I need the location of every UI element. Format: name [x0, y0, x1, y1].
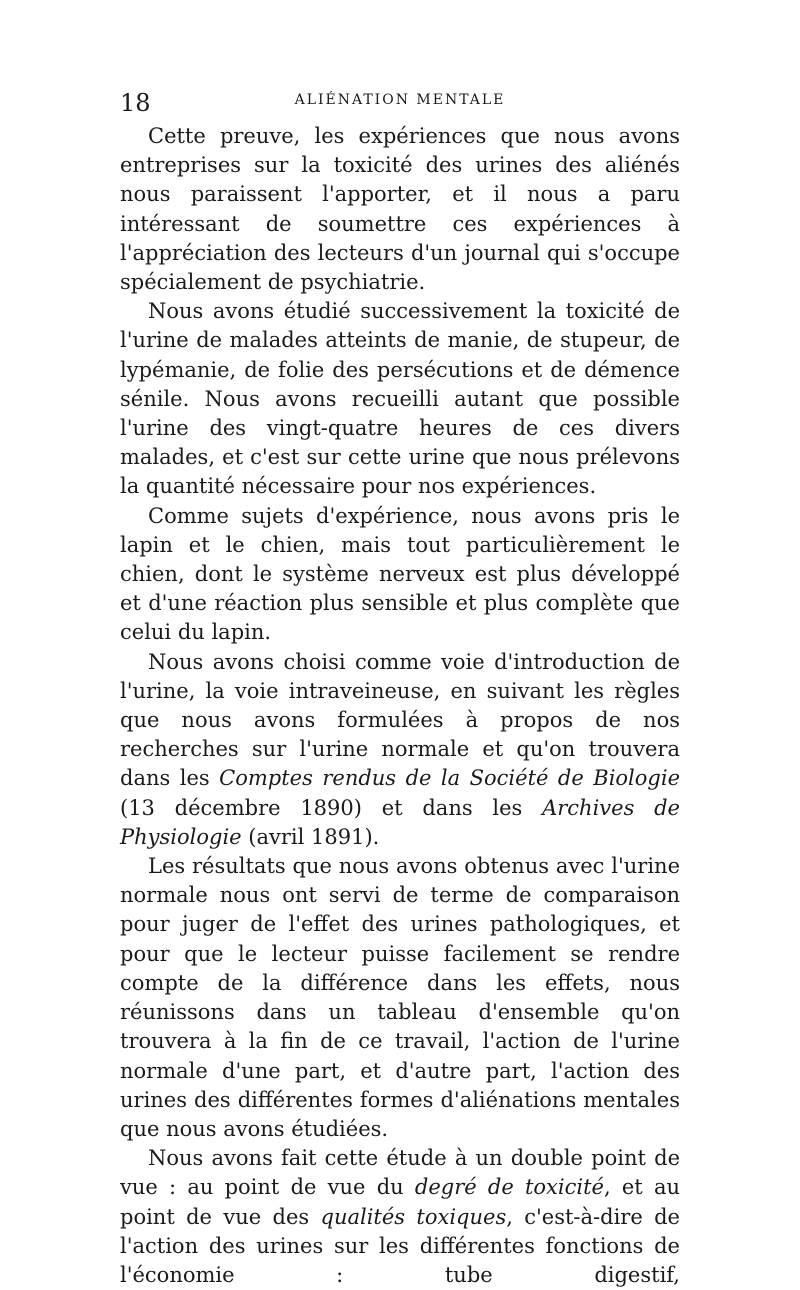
paragraph-4-citation-comptes-rendus: Comptes rendus de la Société de Biologie — [219, 766, 680, 791]
paragraph-6-emphasis-qualites: qualités toxiques — [320, 1204, 507, 1229]
paragraph-4-text-b: (13 décembre 1890) et dans les — [120, 795, 543, 820]
paragraph-6-emphasis-degre: degré de toxicité — [414, 1175, 604, 1200]
paragraph-2: Nous avons étudié successivement la toxicité de l'urine de malades atteints de manie, de stupeur, de lypémanie, de folie des persécutions et de démence sénile. Nous avons recueilli autant que possible l'urine des vingt-quatre heures de ces divers malades, et c'est sur cette urine que nous prélevons la quantité nécessaire pour nos expériences. — [120, 299, 680, 499]
running-head: ALIÉNATION MENTALE — [294, 92, 506, 108]
paragraph-4-text-a: Nous avons choisi comme voie d'introduction de l'urine, la voie intraveineuse, en suivant les règles que nous avons formulées à propos de nos recherches sur l'urine normale et qu'on trouvera dans les — [120, 649, 680, 791]
paragraph-6-text-c: , c'est-à-dire de l'action des urines sur les différentes fonctions de l'économie : tube digestif, — [120, 1204, 680, 1287]
paragraph-6 — [120, 1144, 680, 1290]
body-text — [120, 122, 680, 1290]
page-header — [120, 88, 680, 118]
page-number: 18 — [120, 89, 151, 117]
paragraph-4-citation-archives: Archives de Physiologie — [120, 795, 680, 849]
book-page — [120, 88, 680, 1290]
paragraph-6-text-a: Nous avons fait cette étude à un double point de vue : au point de vue du — [120, 1146, 680, 1200]
paragraph-4-text-c: (avril 1891). — [241, 824, 380, 849]
paragraph-4 — [120, 648, 680, 852]
paragraph-6-text-b: , et au point de vue des — [120, 1175, 680, 1229]
paragraph-3: Comme sujets d'expérience, nous avons pris le lapin et le chien, mais tout particulièrement le chien, dont le système nerveux est plus développé et d'une réaction plus sensible et plus complète que celui du lapin. — [120, 503, 680, 645]
paragraph-5: Les résultats que nous avons obtenus avec l'urine normale nous ont servi de terme de comparaison pour juger de l'effet des urines pathologiques, et pour que le lecteur puisse facilement se rendre compte de la différence dans les effets, nous réunissons dans un tableau d'ensemble qu'on trouvera à la fin de ce travail, l'action de l'urine normale d'une part, et d'autre part, l'action des urines des différentes formes d'aliénations mentales que nous avons étudiées. — [120, 854, 680, 1141]
paragraph-1: Cette preuve, les expériences que nous avons entreprises sur la toxicité des urines des aliénés nous paraissent l'apporter, et il nous a paru intéressant de soumettre ces expériences à l'appréciation des lecteurs d'un journal qui s'occupe spécialement de psychiatrie. — [120, 124, 680, 295]
